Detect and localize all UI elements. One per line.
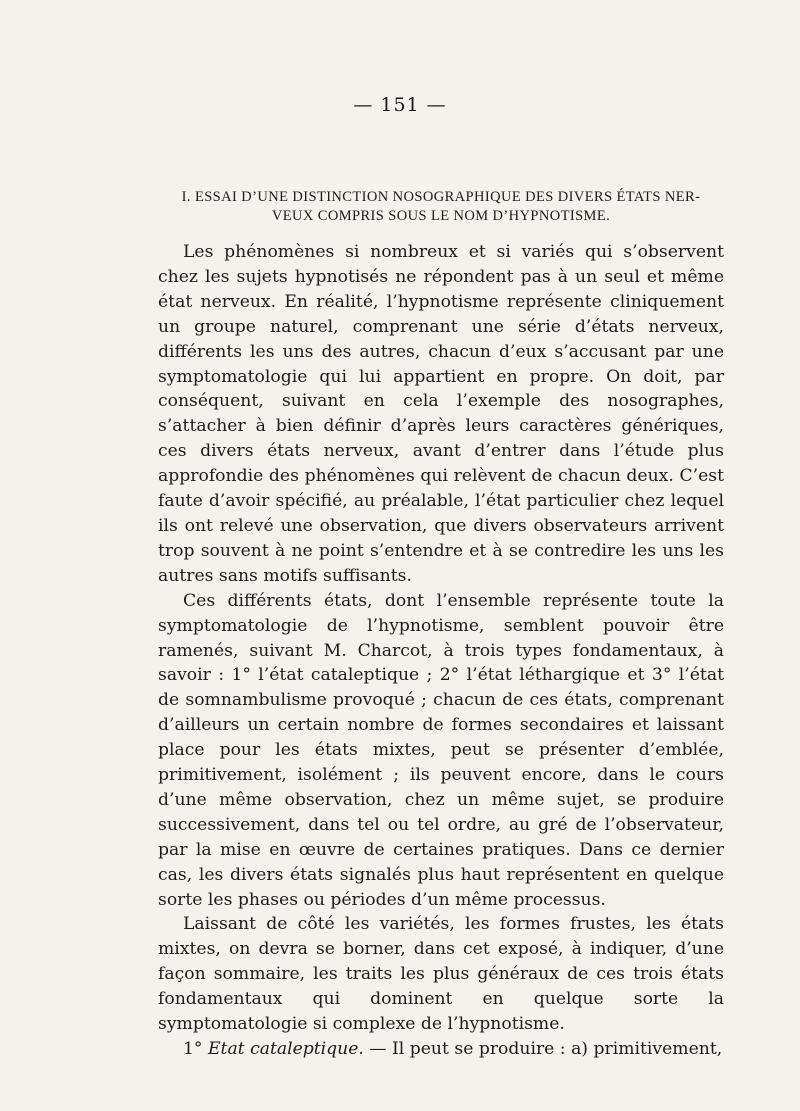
text-block — [158, 188, 724, 1062]
section-heading-line-1: I. ESSAI D’UNE DISTINCTION NOSOGRAPHIQUE DES DIVERS ÉTATS NER- — [181, 189, 701, 205]
subsection-number: 1° — [183, 1039, 203, 1059]
section-heading-line-2: VEUX COMPRIS SOUS LE NOM D’HYPNOTISME. — [271, 208, 611, 224]
subsection-text: — Il peut se produire : a) primitivement, — [363, 1039, 723, 1059]
paragraph-1: Les phénomènes si nombreux et si variés qui s’observent chez les sujets hypnotisés ne répondent pas à un seul et même état nerveux. En réalité, l’hypnotisme représente cliniquement un groupe naturel, comprenant une série d’états nerveux, différents les uns des autres, chacun d’eux s’accusant par une symptomatologie qui lui appartient en propre. On doit, par conséquent, suivant en cela l’exemple des nosographes, s’attacher à bien définir d’après leurs caractères génériques, ces divers états nerveux, avant d’entrer dans l’étude plus approfondie des phénomènes qui relèvent de chacun deux. C’est faute d’avoir spécifié, au préalable, l’état particulier chez lequel ils ont relevé une observation, que divers observateurs arrivent trop souvent à ne point s’entendre et à se contredire les uns les autres sans motifs suffisants. — [158, 242, 724, 586]
subsection-title: Etat cataleptique. — [208, 1039, 364, 1059]
page-number: — 151 — — [353, 94, 447, 116]
subsection-start — [158, 1037, 724, 1062]
section-heading — [158, 188, 724, 226]
paragraph-2: Ces différents états, dont l’ensemble représente toute la symptomatologie de l’hypnotisme, semblent pouvoir être ramenés, suivant M. Charcot, à trois types fondamentaux, à savoir : 1° l’état cataleptique ; 2° l’état léthargique et 3° l’état de somnambulisme provoqué ; chacun de ces états, comprenant d’ailleurs un certain nombre de formes secondaires et laissant place pour les états mixtes, peut se présenter d’emblée, primitivement, isolément ; ils peuvent encore, dans le cours d’une même observation, chez un même sujet, se produire successivement, dans tel ou tel ordre, au gré de l’observateur, par la mise en œuvre de certaines pratiques. Dans ce dernier cas, les divers états signalés plus haut représentent en quelque sorte les phases ou périodes d’un même processus. — [158, 590, 724, 910]
paragraph-3: Laissant de côté les variétés, les formes frustes, les états mixtes, on devra se borner, dans cet exposé, à indiquer, d’une façon sommaire, les traits les plus généraux de ces trois états fondamentaux qui dominent en quelque sorte la symptomatologie si complexe de l’hypnotisme. — [158, 914, 724, 1035]
